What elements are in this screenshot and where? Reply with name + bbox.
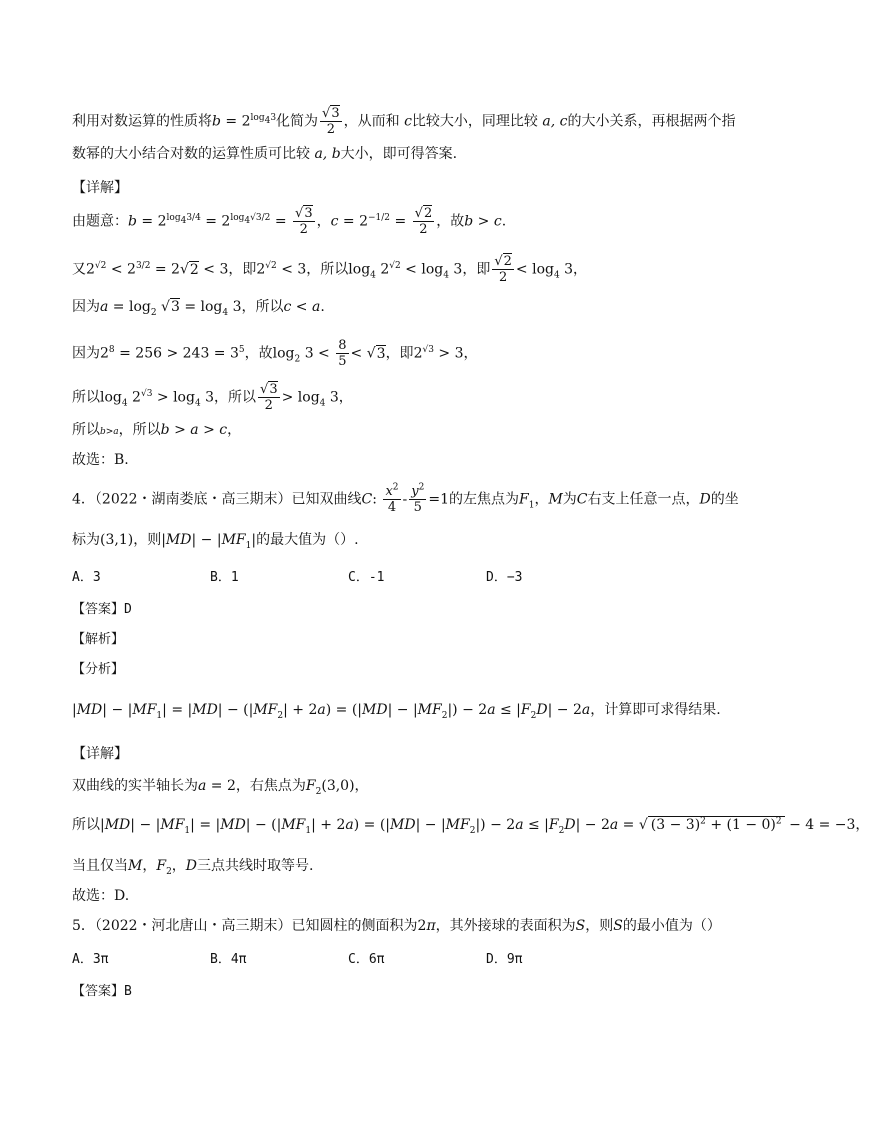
answer-line: 故选：B. (72, 452, 129, 468)
q4-detail-heading: 【详解】 (72, 746, 128, 762)
text-segment: ，其外接球的表面积为 (435, 918, 576, 934)
step-4: 因为$2^8 = 256 > 243 = 3^5$，故$\log_2 3$ < $\frac{8}{5}$ < √3，即$2^{√3} > 3$， (72, 338, 478, 369)
q4-option-b: B．1 (210, 570, 239, 585)
text-segment: ，所以 (118, 422, 161, 438)
text-segment: 当且仅当 (72, 858, 128, 874)
text-segment: 的左焦点为 (448, 491, 519, 508)
text-segment: 的大小关系，再根据两个指 (567, 113, 736, 130)
step-6: 所以b>a，所以b > a > c， (72, 422, 242, 438)
q4-answer: 【答案】D (72, 602, 132, 617)
text-segment: 比较大小，同理比较 (411, 113, 538, 130)
text-segment: 为 (562, 491, 577, 508)
text-segment: 所以 (72, 422, 100, 438)
q4-choose: 故选：D. (72, 888, 130, 904)
step-3: 因为$a = \log_2 √3 = \log_4 3$，所以c < a. (72, 299, 325, 318)
analysis-line-2: 数幂的大小结合对数的运算性质可比较 a, b大小，即可得答案. (72, 146, 458, 162)
text-segment: ，右焦点为 (235, 778, 306, 794)
text-segment: 的坐 (710, 491, 739, 508)
q4-analysis-heading: 【解析】 (72, 632, 125, 647)
q4-option-d: D．−3 (486, 570, 523, 585)
q4-stem-line-1: 4．（2022・湖南娄底・高三期末）已知双曲线C: $\frac{x^2}{4}$ - $\frac{y^2}{5}$ =1的左焦点为$F_1$，M为C右支上任意一点，D的坐 (72, 482, 739, 515)
q5-option-a: A．3π (72, 952, 109, 967)
text-segment: ，所以 (306, 261, 349, 278)
q4-option-c: C．-1 (348, 570, 385, 585)
text-segment: 利用对数运算的性质将 (72, 113, 212, 130)
text-segment: 5．（2022・河北唐山・高三期末）已知圆柱的侧面积为 (72, 918, 418, 934)
text-segment: ，从而和 (343, 113, 400, 130)
text-segment: 双曲线的实半轴长为 (72, 778, 198, 794)
text-segment: 又 (72, 261, 86, 278)
text-segment: ，故 (244, 345, 273, 362)
text-segment: ，即 (228, 261, 257, 278)
q5-option-c: C．6π (348, 952, 385, 967)
text-segment: ，即 (462, 261, 491, 278)
text-segment: 大小，即可得答案. (340, 146, 458, 162)
q5-stem: 5．（2022・河北唐山・高三期末）已知圆柱的侧面积为2π，其外接球的表面积为S，则S的最小值为（） (72, 918, 721, 934)
q5-answer: 【答案】B (72, 984, 132, 999)
q4-stem-line-2: 标为(3,1)，则$|MD| - |MF_1|$的最大值为（）. (72, 532, 359, 551)
text-segment: 化简为 (276, 113, 319, 130)
q5-option-d: D．9π (486, 952, 523, 967)
text-segment: 数幂的大小结合对数的运算性质可比较 (72, 146, 310, 162)
text-segment: ， (534, 491, 549, 508)
q4-detail-1: 双曲线的实半轴长为a = 2，右焦点为$F_2(3,0)$， (72, 778, 369, 797)
text-segment: 三点共线时取等号. (197, 858, 314, 874)
text-segment: 的最大值为（）. (256, 532, 359, 548)
text-segment: 所以 (72, 389, 100, 406)
step-5: 所以$\log_4 2^{√3} > \log_4 3$，所以 $\frac{√3}{2}$ > $\log_4 3$， (72, 382, 353, 413)
text-segment: 右支上任意一点， (587, 491, 700, 508)
text-segment: 标为 (72, 532, 100, 548)
text-segment: ，故 (436, 213, 465, 230)
text-segment: 4．（2022・湖南娄底・高三期末）已知双曲线 (72, 491, 362, 508)
text-segment: 因为 (72, 345, 100, 362)
text-segment: ，则 (585, 918, 614, 934)
q4-fenxi-formula: $|MD| - |MF_1| = |MD| - (|MF_2| + 2a) = (|MD| - |MF_2|) - 2a \le |F_2D| - 2a$，计算即可求得结果. (72, 702, 721, 721)
text-segment: ，所以 (214, 389, 257, 406)
text-segment: 的最小值为（） (622, 918, 721, 934)
q4-fenxi-heading: 【分析】 (72, 662, 125, 677)
q5-option-b: B．4π (210, 952, 247, 967)
step-2: 又$2^{√2} < 2^{3/2} = 2√2 < 3$，即$2^{√2} < 3$，所以$\log_4 2^{√2} < \log_4 3$，即 $\frac{√2}{2}$ < $\log_4 3$， (72, 254, 588, 285)
step-1: 由题意：$b = 2^{log_43/4} = 2^{log_4√3/2}$ = $\frac{√3}{2}$ ，$c = 2^{-1/2}$ = $\frac{√2}{2}$ ，故b > c. (72, 206, 507, 237)
text-segment: 由题意： (72, 213, 128, 230)
detail-heading: 【详解】 (72, 180, 128, 196)
q4-option-a: A．3 (72, 570, 101, 585)
analysis-line-1: 利用对数运算的性质将$b = 2^{log_43}$化简为 $\frac{√3}{2}$ ，从而和 c比较大小，同理比较 a, c的大小关系，再根据两个指 (72, 106, 736, 137)
text-segment: 所以 (72, 817, 100, 833)
text-segment: ，则 (133, 532, 162, 548)
text-segment: ，所以 (241, 299, 284, 315)
q4-detail-2: 所以$|MD| - |MF_1| = |MD| - (|MF_1| + 2a) = (|MD| - |MF_2|) - 2a \le |F_2D| - 2a$ = √ $(3 - 3)^2 + (1 - 0)^2 - 4 = -3$， (72, 816, 869, 836)
text-segment: ，计算即可求得结果. (590, 702, 721, 718)
q4-detail-3: 当且仅当M，$F_2$，D三点共线时取等号. (72, 858, 314, 877)
text-segment: 因为 (72, 299, 100, 315)
text-segment: ，即 (385, 345, 414, 362)
